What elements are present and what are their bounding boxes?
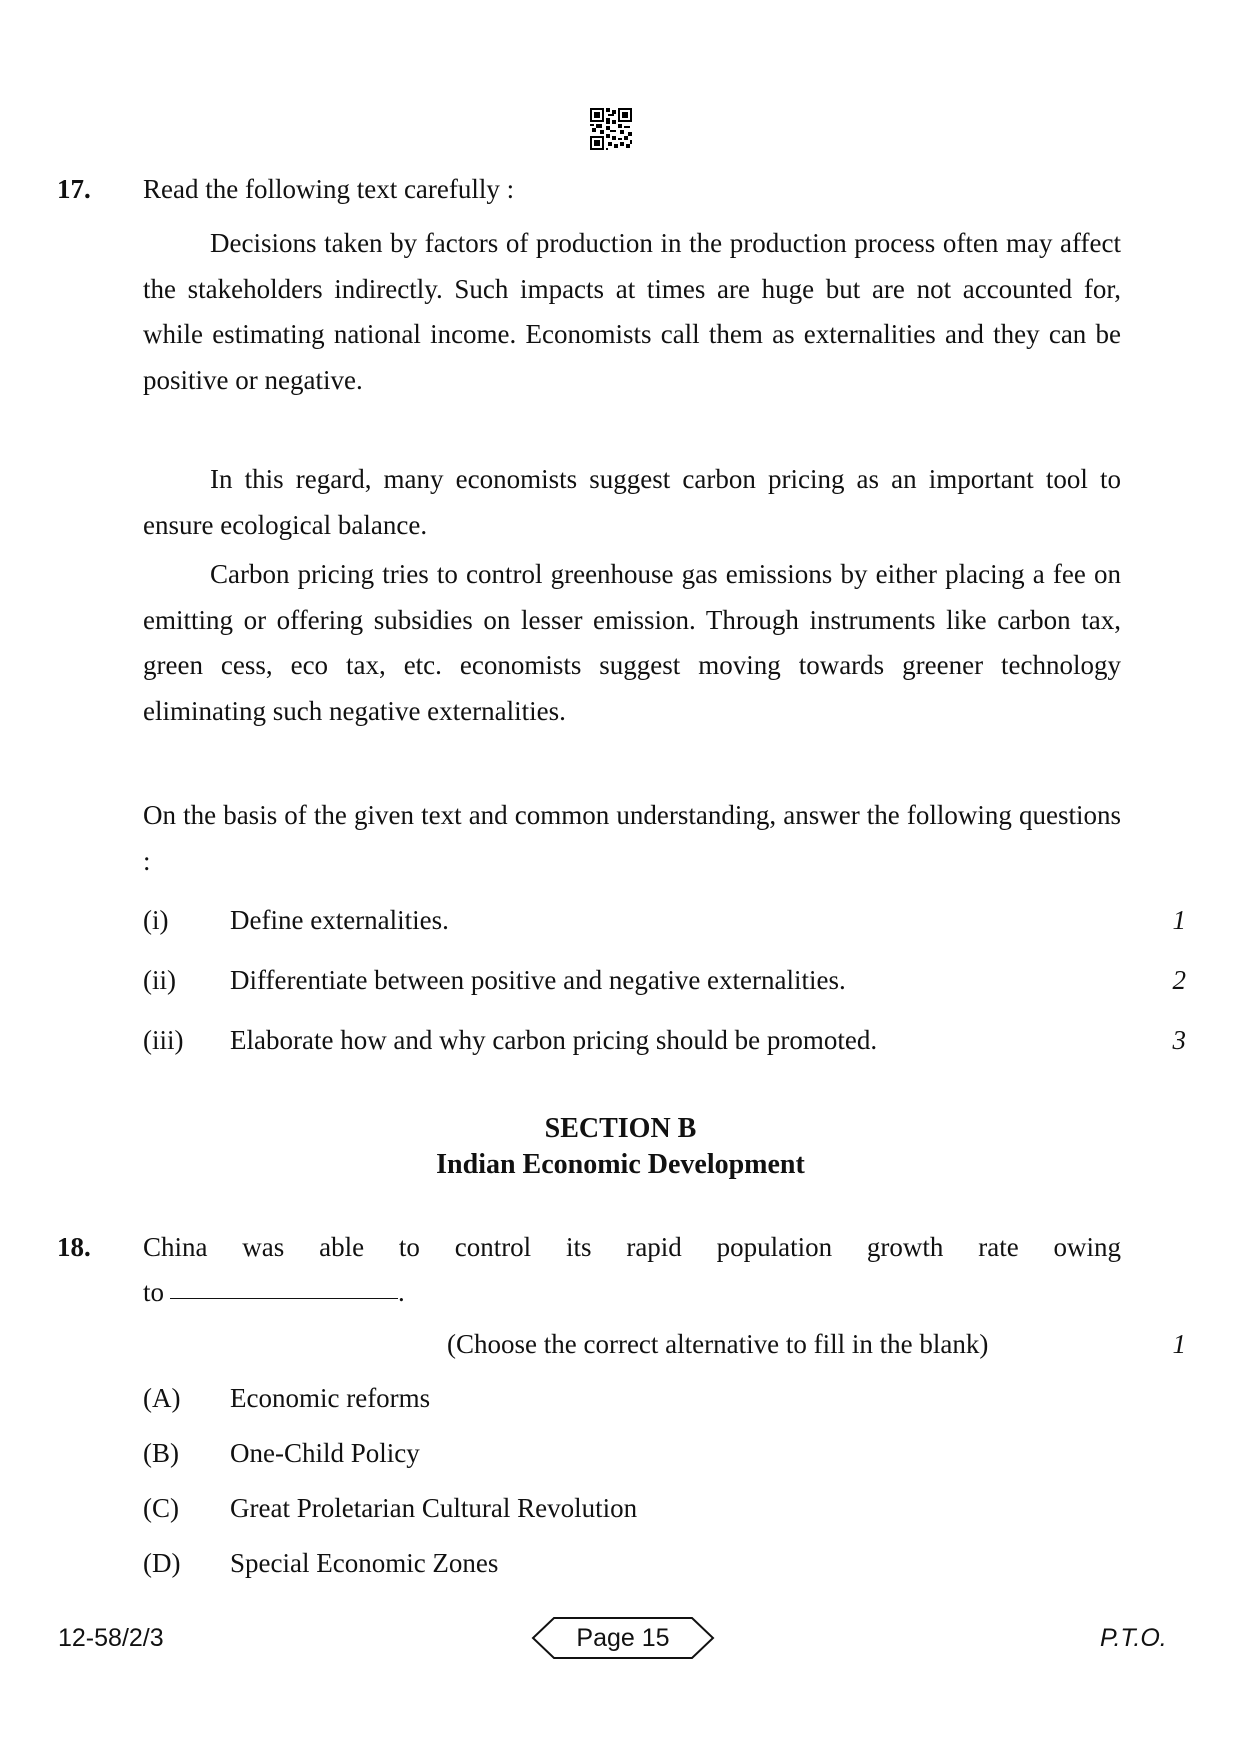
subquestion-text: Differentiate between positive and negative externalities. (230, 965, 846, 995)
passage-paragraph: Carbon pricing tries to control greenhouse gas emissions by either placing a fee on emitting or offering subsidies on lesser emission. Through instruments like carbon tax, green cess, eco tax, etc. economists suggest moving towards greener technology eliminating such negative externalities. (143, 559, 1121, 726)
qr-code-icon (590, 108, 632, 150)
pto-label: P.T.O. (1100, 1624, 1167, 1652)
question-marks: 1 (1172, 1329, 1186, 1359)
passage-paragraph: In this regard, many economists suggest carbon pricing as an important tool to ensure ecological balance. (143, 464, 1121, 540)
subquestion-label: (ii) (143, 965, 176, 995)
subquestion-label: (iii) (143, 1025, 184, 1055)
section-title: SECTION B (544, 1113, 697, 1144)
paper-code: 12-58/2/3 (58, 1624, 164, 1652)
option-text: Economic reforms (230, 1383, 431, 1413)
question-text: China was able to control its rapid population growth rate owing (143, 1232, 1121, 1262)
section-subtitle: Indian Economic Development (436, 1149, 805, 1180)
subquestion-marks: 1 (1172, 905, 1186, 935)
option-label: (B) (143, 1438, 179, 1468)
page-number-badge (530, 1615, 716, 1661)
option-label: (D) (143, 1548, 181, 1578)
option-label: (A) (143, 1383, 181, 1413)
question-number: 18. (57, 1232, 91, 1262)
passage-paragraph: Decisions taken by factors of production in the production process often may affect the stakeholders indirectly. Such impacts at times are huge but are not accounted for, while estimating national income. Economists call them as externalities and they can be positive or negative. (143, 228, 1121, 395)
question-intro: Read the following text carefully : (143, 174, 515, 204)
question-text-continued (143, 1270, 405, 1316)
option-label: (C) (143, 1493, 179, 1523)
question-text-suffix: . (398, 1277, 405, 1307)
subquestion-text: Define externalities. (230, 905, 449, 935)
subquestion-text: Elaborate how and why carbon pricing should be promoted. (230, 1025, 878, 1055)
option-text: One-Child Policy (230, 1438, 420, 1468)
subquestion-label: (i) (143, 905, 169, 935)
question-instruction: On the basis of the given text and common understanding, answer the following questions : (143, 800, 1121, 876)
fill-in-blank (170, 1297, 398, 1299)
subquestion-marks: 2 (1172, 965, 1186, 995)
question-number: 17. (57, 174, 91, 204)
subquestion-marks: 3 (1172, 1025, 1186, 1055)
page-number: Page 15 (576, 1624, 670, 1652)
option-text: Special Economic Zones (230, 1548, 499, 1578)
question-text-prefix: to (143, 1277, 165, 1307)
option-text: Great Proletarian Cultural Revolution (230, 1493, 638, 1523)
choose-instruction: (Choose the correct alternative to fill in the blank) (447, 1329, 989, 1359)
